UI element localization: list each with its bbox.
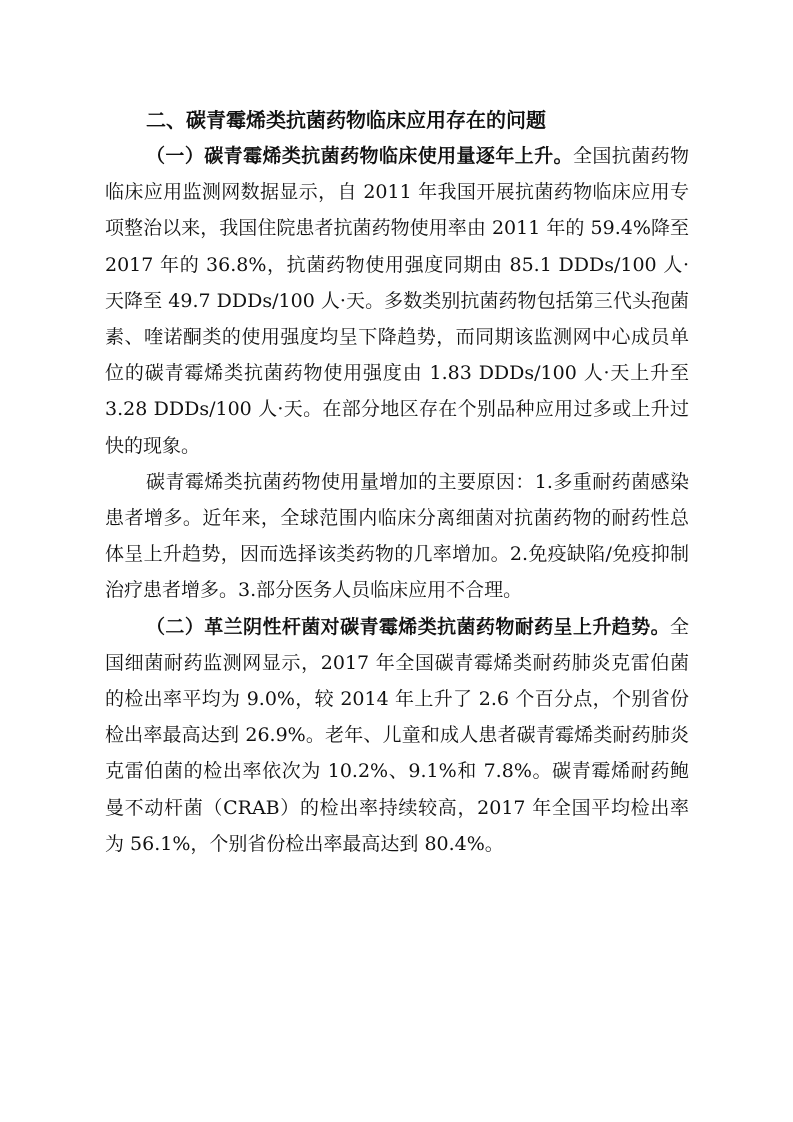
document-body — [105, 104, 689, 862]
paragraph-usage-rising — [105, 138, 689, 464]
paragraph-lead-usage-rising: （一）碳青霉烯类抗菌药物临床使用量逐年上升。 — [146, 145, 573, 167]
paragraph-lead-resistance-rising: （二）革兰阴性杆菌对碳青霉烯类抗菌药物耐药呈上升趋势。 — [146, 615, 670, 638]
paragraph-resistance-rising — [105, 609, 689, 862]
paragraph-usage-reasons — [105, 464, 689, 609]
section-heading: 二、碳青霉烯类抗菌药物临床应用存在的问题 — [146, 108, 546, 132]
paragraph-text-resistance-rising: 全国细菌耐药监测网显示，2017 年全国碳青霉烯类耐药肺炎克雷伯菌的检出率平均为 9.0%，较 2014 年上升了 2.6 个百分点，个别省份检出率最高达到 26.9%。老年、儿童和成人患者碳青霉烯类耐药肺炎克雷伯菌的检出率依次为 10.2%、9.1%和 7.8%。碳青霉烯耐药鲍曼不动杆菌（CRAB）的检出率持续较高，2017 年全国平均检出率为 56.1%，个别省份检出率最高达到 80.4%。 — [105, 615, 689, 855]
paragraph-text-usage-reasons: 碳青霉烯类抗菌药物使用量增加的主要原因：1.多重耐药菌感染患者增多。近年来，全球范围内临床分离细菌对抗菌药物的耐药性总体呈上升趋势，因而选择该类药物的几率增加。2.免疫缺陷/免疫抑制治疗患者增多。3.部分医务人员临床应用不合理。 — [105, 470, 689, 602]
paragraph-text-usage-rising: 全国抗菌药物临床应用监测网数据显示，自 2011 年我国开展抗菌药物临床应用专项整治以来，我国住院患者抗菌药物使用率由 2011 年的 59.4%降至 2017 年的 36.8%，抗菌药物使用强度同期由 85.1 DDDs/100 人·天降至 49.7 DDDs/100 人·天。多数类别抗菌药物包括第三代头孢菌素、喹诺酮类的使用强度均呈下降趋势，而同期该监测网中心成员单位的碳青霉烯类抗菌药物使用强度由 1.83 DDDs/100 人·天上升至 3.28 DDDs/100 人·天。在部分地区存在个别品种应用过多或上升过快的现象。 — [105, 145, 689, 457]
